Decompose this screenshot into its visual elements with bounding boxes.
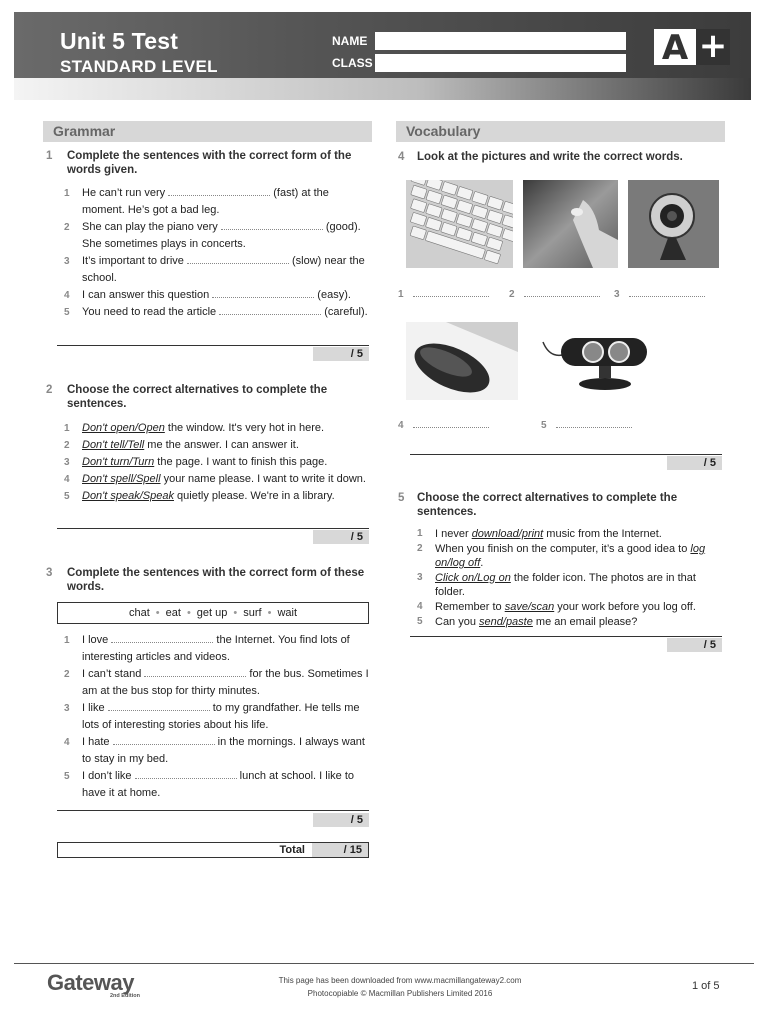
touchscreen-picture [523, 180, 618, 268]
word: chat [128, 607, 150, 619]
header-gradient-band [14, 78, 751, 100]
score-divider [57, 528, 369, 529]
list-item: 2 She can play the piano very (good). She sometimes plays in concerts. [64, 221, 361, 250]
score-box: / 5 [313, 813, 369, 827]
word: eat [165, 607, 181, 619]
list-item: 3 Click on/Log on the folder icon. The photos are in that folder. [417, 571, 696, 599]
question-instruction: Choose the correct alternatives to complete the sentences. [67, 384, 328, 410]
test-level: STANDARD LEVEL [60, 57, 218, 76]
question-instruction: Choose the correct alternatives to complete the sentences. [417, 492, 678, 518]
name-field[interactable] [375, 32, 626, 50]
question-1-items [57, 185, 369, 321]
list-item: 1 He can’t run very (fast) at the moment. He’s got a bad leg. [64, 187, 329, 216]
score-divider [57, 810, 369, 811]
question-number: 5 [398, 492, 405, 504]
score-box: / 5 [313, 347, 369, 361]
question-instruction: Complete the sentences with the correct form of these words. [67, 567, 365, 593]
score-divider [57, 345, 369, 346]
name-label: NAME [332, 34, 368, 48]
question-number: 2 [46, 384, 53, 396]
total-label: Total [279, 844, 305, 856]
list-item: 1 I love the Internet. You find lots of interesting articles and videos. [64, 634, 350, 663]
mouse-picture [406, 322, 518, 400]
score-box: / 5 [667, 638, 722, 652]
picture-2-answer: 2 [509, 287, 600, 300]
list-item: 2 Don't tell/Tell me the answer. I can answer it. [64, 439, 299, 451]
grammar-heading: Grammar [43, 121, 372, 142]
gateway-logo: Gateway [47, 970, 134, 995]
picture-5-answer: 5 [541, 418, 632, 431]
list-item: 4 I hate in the mornings. I always want to stay in my bed. [64, 736, 365, 765]
test-title: Unit 5 Test [60, 28, 179, 54]
list-item: 3 It’s important to drive (slow) near the school. [64, 255, 365, 284]
list-item: 4 I can answer this question (easy). [64, 289, 351, 301]
word: surf [243, 607, 262, 619]
list-item: 5 I don’t like lunch at school. I like to have it at home. [64, 770, 354, 799]
picture-1-answer: 1 [398, 287, 489, 300]
word-box: chat • eat • get up • surf • wait [57, 602, 369, 624]
score-divider [410, 636, 722, 637]
question-number: 1 [46, 150, 53, 162]
list-item: 1 Don't open/Open the window. It's very hot in here. [64, 422, 325, 434]
list-item: 5 You need to read the article (careful). [64, 306, 368, 318]
vocabulary-heading: Vocabulary [396, 121, 725, 142]
page-number: 1 of 5 [692, 980, 720, 992]
speakers-picture [541, 322, 651, 400]
list-item: 3 Don't turn/Turn the page. I want to finish this page. [64, 456, 328, 468]
score-box: / 5 [667, 456, 722, 470]
keyboard-picture [406, 180, 513, 268]
picture-4-answer: 4 [398, 418, 489, 431]
question-number: 4 [398, 151, 405, 163]
list-item: 4 Don't spell/Spell your name please. I want to write it down. [64, 473, 366, 485]
edition-label: 2nd Edition [110, 993, 140, 999]
picture-3-answer: 3 [614, 287, 705, 300]
plus-icon: + [696, 29, 730, 65]
word: get up [196, 607, 228, 619]
question-3-items [57, 632, 369, 802]
total-score: / 15 [312, 843, 368, 857]
class-label: CLASS [332, 56, 373, 70]
webcam-picture [628, 180, 719, 268]
download-note: This page has been downloaded from www.macmillangateway2.com [278, 976, 522, 985]
copyright-note: Photocopiable © Macmillan Publishers Limited 2016 [307, 989, 493, 998]
score-divider [410, 454, 722, 455]
list-item: 5 Can you send/paste me an email please? [417, 615, 638, 628]
list-item: 1 I never download/print music from the Internet. [417, 528, 662, 540]
score-box: / 5 [313, 530, 369, 544]
question-2-items [57, 420, 369, 505]
question-number: 3 [46, 567, 53, 579]
total-box [57, 842, 369, 858]
list-item: 2 When you finish on the computer, it’s a good idea to log on/log off. [417, 542, 706, 570]
logo-letter: A [654, 29, 696, 65]
question-5-items [410, 527, 724, 629]
class-field[interactable] [375, 54, 626, 72]
a-plus-logo [654, 26, 730, 68]
list-item: 5 Don't speak/Speak quietly please. We're in a library. [64, 490, 335, 502]
footer-divider [14, 963, 754, 964]
page-header [14, 12, 751, 100]
question-instruction: Look at the pictures and write the correct words. [417, 151, 683, 163]
list-item: 3 I like to my grandfather. He tells me lots of interesting stories about his life. [64, 702, 360, 731]
word: wait [277, 607, 298, 619]
list-item: 4 Remember to save/scan your work before you log off. [417, 600, 696, 613]
list-item: 2 I can’t stand for the bus. Sometimes I am at the bus stop for thirty minutes. [64, 668, 369, 697]
question-instruction: Complete the sentences with the correct form of the words given. [67, 150, 352, 176]
